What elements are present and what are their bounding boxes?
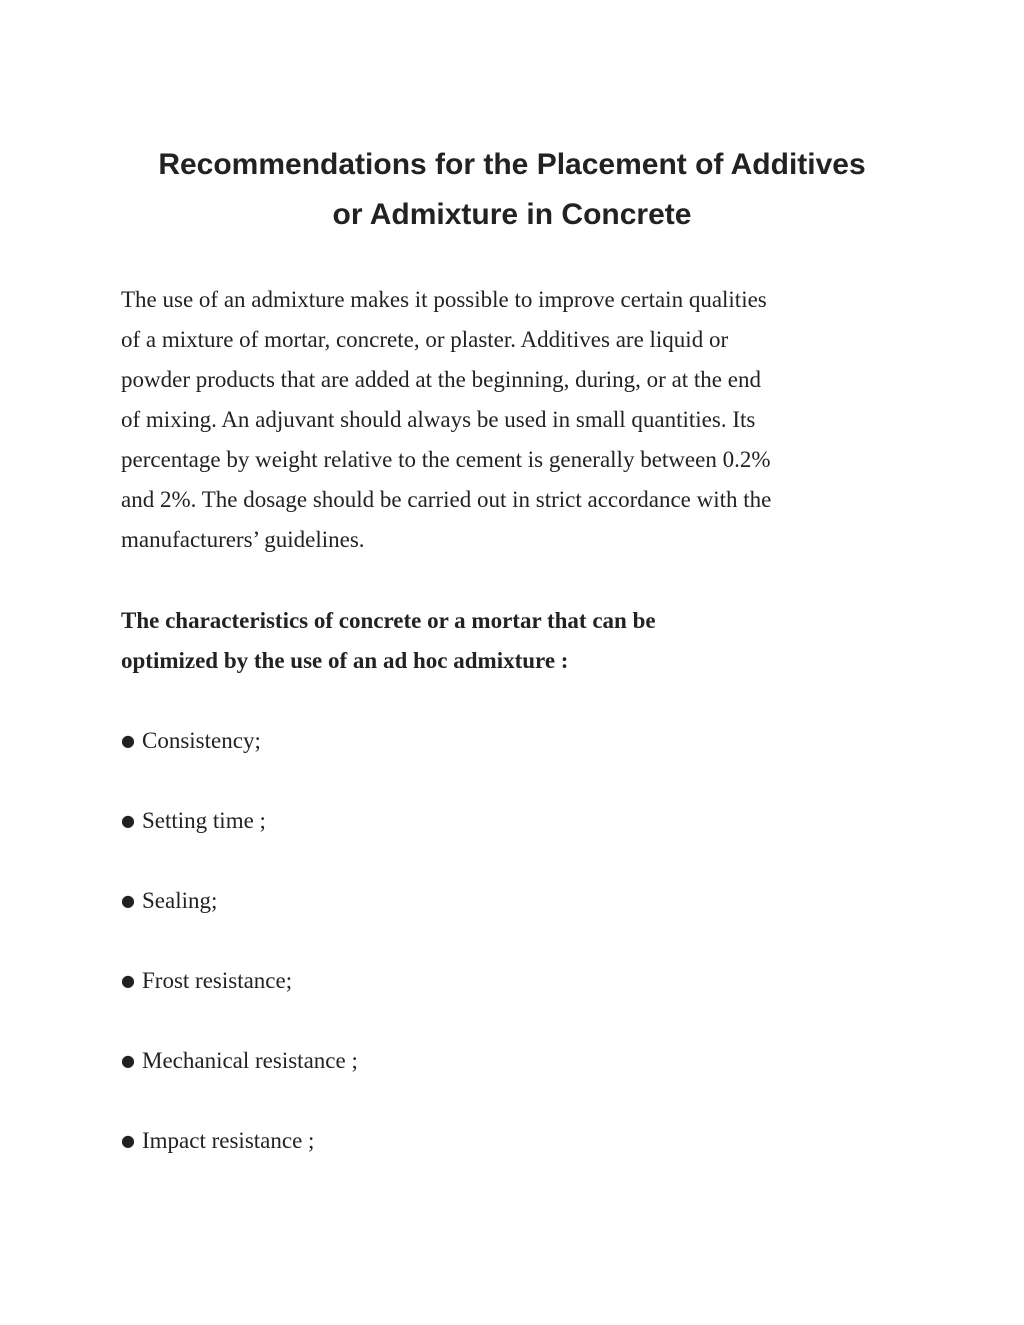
list-item — [121, 1041, 911, 1081]
section-heading-line: optimized by the use of an ad hoc admixture : — [121, 648, 569, 673]
list-item-label: Setting time ; — [142, 808, 266, 833]
intro-line: of mixing. An adjuvant should always be used in small quantities. Its — [121, 407, 756, 432]
bullet-icon: ● — [121, 731, 135, 750]
intro-line: The use of an admixture makes it possible to improve certain qualities — [121, 287, 767, 312]
list-item-label: Sealing; — [142, 888, 218, 913]
list-item-label: Mechanical resistance ; — [142, 1048, 358, 1073]
section-heading-line: The characteristics of concrete or a mortar that can be — [121, 608, 656, 633]
bullet-icon: ● — [121, 1131, 135, 1150]
characteristics-list — [121, 721, 911, 1201]
intro-line: powder products that are added at the beginning, during, or at the end — [121, 367, 761, 392]
bullet-icon: ● — [121, 891, 135, 910]
list-item-label: Consistency; — [142, 728, 261, 753]
intro-paragraph — [121, 280, 911, 560]
bullet-icon: ● — [121, 971, 135, 990]
bullet-icon: ● — [121, 1051, 135, 1070]
list-item — [121, 961, 911, 1001]
bullet-icon: ● — [121, 811, 135, 830]
intro-line: percentage by weight relative to the cement is generally between 0.2% — [121, 447, 771, 472]
list-item — [121, 881, 911, 921]
intro-line: and 2%. The dosage should be carried out in strict accordance with the — [121, 487, 772, 512]
section-heading — [121, 601, 911, 681]
list-item-label: Frost resistance; — [142, 968, 293, 993]
list-item-label: Impact resistance ; — [142, 1128, 315, 1153]
intro-line: of a mixture of mortar, concrete, or plaster. Additives are liquid or — [121, 327, 729, 352]
list-item — [121, 1121, 911, 1161]
title-line: or Admixture in Concrete — [332, 198, 692, 231]
intro-line: manufacturers’ guidelines. — [121, 527, 365, 552]
page-title — [100, 140, 924, 240]
list-item — [121, 801, 911, 841]
title-line: Recommendations for the Placement of Additives — [158, 148, 866, 181]
list-item — [121, 721, 911, 761]
